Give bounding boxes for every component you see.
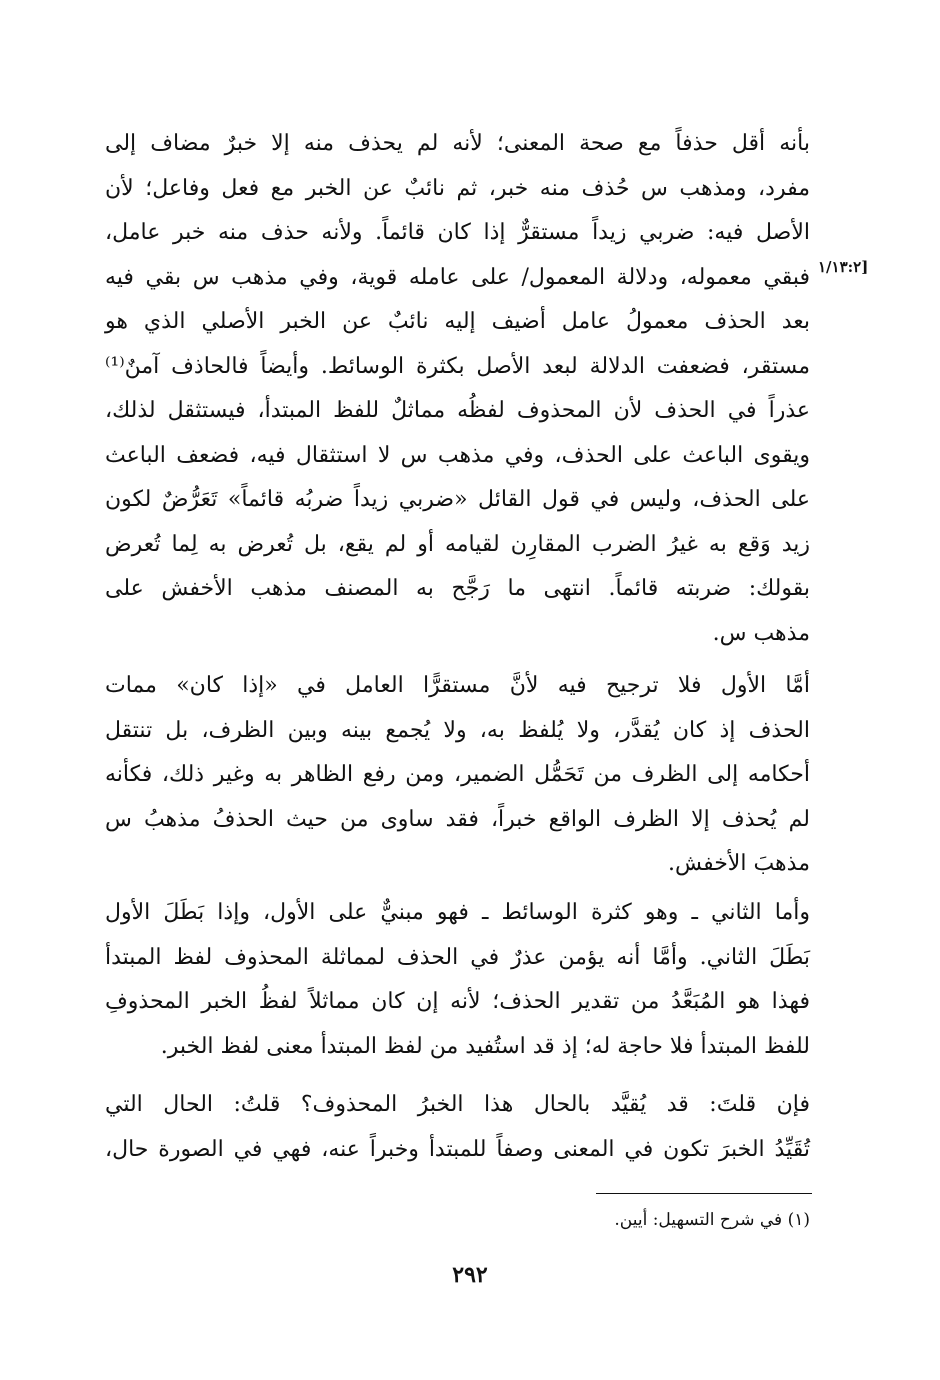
text-line: تُقَيِّدُ الخبرَ تكون في المعنى وصفاً للمبتدأ وخبراً عنه، فهي في الصورة حال،: [105, 1136, 810, 1162]
footnote: (١) في شرح التسهيل: أيين.: [614, 1210, 810, 1230]
paragraph-4: [105, 1083, 810, 1172]
text-line: الحذف إذ كان يُقدَّر، ولا يُلفظ به، ولا يُجمع بينه وبين الظرف، بل تنتقل: [105, 717, 810, 743]
text-line: بأنه أقل حذفاً مع صحة المعنى؛ لأنه لم يحذف منه إلا خبرٌ مضاف إلى: [105, 131, 810, 156]
text-line: أمَّا الأول فلا ترجيح فيه لأنَّ مستقرًّا العامل في «إذا كان» ممات: [105, 673, 810, 698]
text-line: فهذا هو المُبَعَّدُ من تقدير الحذف؛ لأنه إن كان مماثلاً لفظُ الخبر المحذوفِ: [105, 989, 810, 1014]
text-line: مذهبَ الأخفش.: [668, 851, 810, 876]
text-line: ويقوى الباعث على الحذف، وفي مذهب س لا استثقال فيه، فضعف الباعث: [105, 442, 810, 468]
paragraph-3: [105, 891, 810, 1069]
text-line: لم يُحذف إلا الظرف الواقع خبراً، فقد ساوى من حيث الحذفُ مذهبُ س: [105, 806, 810, 832]
text-line: بقولك: ضربته قائماً. انتهى ما رَجَّح به المصنف مذهب الأخفش على: [105, 576, 810, 601]
text-line: مفرد، ومذهب س حُذف منه خبر، ثم نائبٌ عن الخبر مع فعل وفاعل؛ لأن: [105, 175, 810, 201]
text-line: على الحذف، وليس في قول القائل «ضربي زيداً ضربُه قائماً» تَعَرُّضٌ لكون: [105, 487, 810, 512]
margin-reference: [١/١٣:٢: [818, 258, 869, 276]
page-number: ٢٩٢: [452, 1262, 488, 1288]
text-line: بعد الحذف معمولُ عامل أضيف إليه نائبٌ عن الخبر الأصلي الذي هو: [105, 309, 810, 334]
paragraph-1: [105, 122, 810, 656]
text-line: أحكامه إلى الظرف من تَحَمُّل الضمير، ومن رفع الظاهر به وغير ذلك، فكأنه: [105, 762, 810, 787]
text-line: للفظ المبتدأ فلا حاجة له؛ إذ قد استُفيد من لفظ المبتدأ معنى لفظ الخبر.: [160, 1033, 810, 1059]
paragraph-2: [105, 664, 810, 887]
footnote-separator: [596, 1193, 812, 1194]
text-line: مستقر، فضعفت الدلالة لبعد الأصل بكثرة الوسائط. وأيضاً فالحاذف آمنٌ⁽¹⁾: [105, 353, 810, 379]
text-line: مذهب س.: [712, 620, 810, 646]
text-line: بَطَلَ الثاني. وأمَّا أنه يؤمن عذرٌ في الحذف لمماثلة المحذوف لفظ المبتدأ: [105, 944, 810, 970]
text-line: عذراً في الحذف لأن المحذوف لفظُه مماثلٌ للفظ المبتدأ، فيستثقل لذلك،: [105, 398, 810, 423]
text-line: زيد وَقع به غيرُ الضرب المقارِن لقيامه أو لم يقع، بل تُعرض به لِما تُعرض: [105, 531, 810, 557]
text-line: وأما الثاني ـ وهو كثرة الوسائط ـ فهو مبنيٌّ على الأول، وإذا بَطَلَ الأول: [105, 900, 810, 925]
text-line: فإن قلتَ: قد يُقيَّد بالحال هذا الخبرُ المحذوف؟ قلتُ: الحال التي: [105, 1092, 810, 1117]
text-line: الأصل فيه: ضربي زيداً مستقرٌّ إذا كان قائماً. ولأنه حذف منه خبر عامل،: [105, 220, 810, 245]
text-line: فبقي معموله، ودلالة المعمول/ على عامله قوية، وفي مذهب س بقي فيه: [105, 264, 810, 290]
